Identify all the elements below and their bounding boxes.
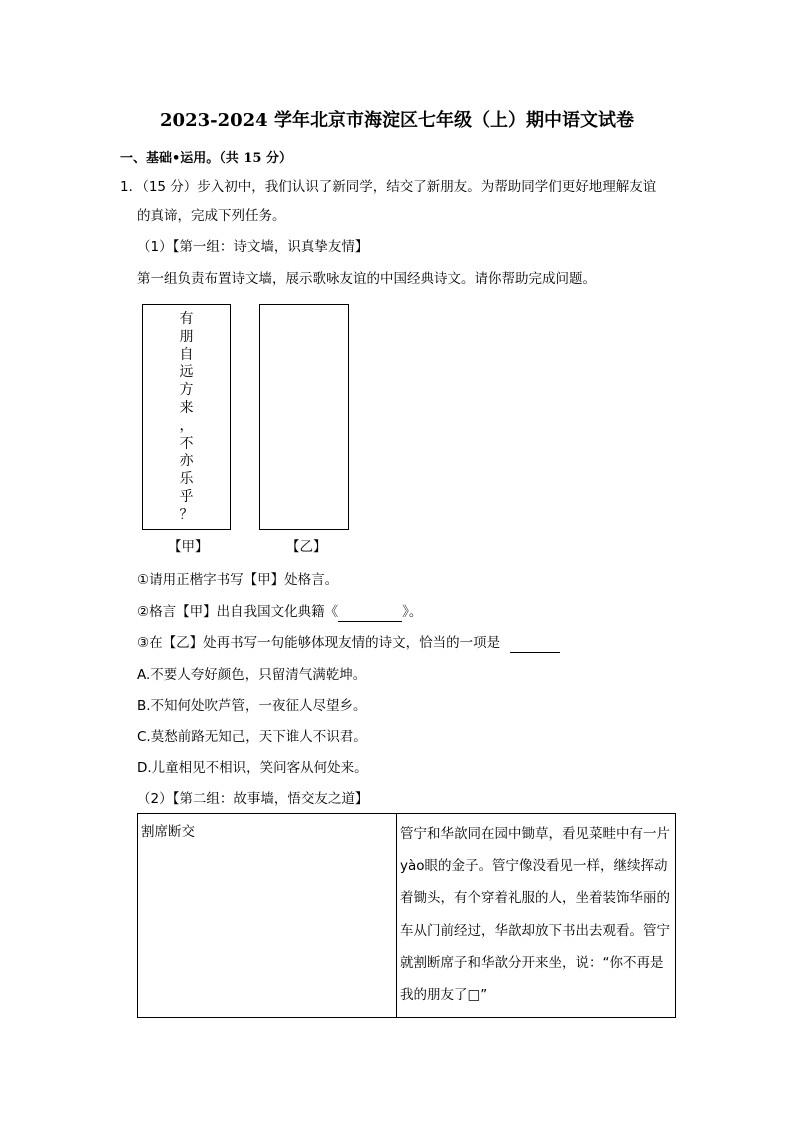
poster-jia-char: 来 xyxy=(179,399,194,416)
item-2-text-start: ②格言【甲】出自我国文化典籍《 xyxy=(137,604,339,620)
poster-jia-char: 乎 xyxy=(179,488,194,505)
section-heading: 一、基础•运用。（共 15 分） xyxy=(120,151,292,166)
poster-jia-char: ， xyxy=(179,417,194,434)
poster-jia-char: 朋 xyxy=(179,328,194,345)
story-text: 管宁和华歆同在园中锄草，看见菜畦中有一片yào眼的金子。管宁像没看见一样，继续挥动着锄头，有个穿着礼服的人，坐着装饰华丽的车从门前经过，华歆却放下书出去观看。管宁就割断席子和华歆分开来坐，说：“你不再是我的朋友了□” xyxy=(399,826,670,1004)
poster-yi xyxy=(259,304,349,530)
option-d[interactable]: D.儿童相见不相识，笑问客从何处来。 xyxy=(137,760,368,776)
story-text-cell xyxy=(396,814,675,1018)
story-title-cell xyxy=(138,814,397,1018)
option-c[interactable]: C.莫愁前路无知己，天下谁人不识君。 xyxy=(137,729,367,745)
poster-jia-char: 有 xyxy=(179,311,194,327)
poster-jia-char: ？ xyxy=(179,506,194,523)
option-a[interactable]: A.不要人夸好颜色，只留清气满乾坤。 xyxy=(137,667,367,683)
question-1-stem-line2: 的真谛，完成下列任务。 xyxy=(137,208,286,224)
label-yi: 【乙】 xyxy=(286,539,327,555)
item-1: ①请用正楷字书写【甲】处格言。 xyxy=(137,572,339,588)
label-jia: 【甲】 xyxy=(168,539,209,555)
poster-jia-char: 自 xyxy=(179,346,194,363)
answer-blank-book[interactable] xyxy=(338,607,402,622)
question-1-stem-line1: 1．（15 分）步入初中，我们认识了新同学，结交了新朋友。为帮助同学们更好地理解友谊 xyxy=(120,179,657,195)
story-title: 割席断交 xyxy=(141,824,195,840)
story-table xyxy=(137,813,676,1018)
page-title: 2023-2024 学年北京市海淀区七年级（上）期中语文试卷 xyxy=(160,110,634,131)
part-1-heading: （1）【第一组：诗文墙，识真挚友情】 xyxy=(137,239,369,255)
part-1-intro: 第一组负责布置诗文墙，展示歌咏友谊的中国经典诗文。请你帮助完成问题。 xyxy=(137,271,596,287)
item-2 xyxy=(137,602,422,622)
table-row xyxy=(138,814,676,1018)
item-2-text-end: 》。 xyxy=(402,604,423,620)
item-3-text: ③在【乙】处再书写一句能够体现友情的诗文，恰当的一项是 xyxy=(137,635,501,651)
poster-jia-text xyxy=(143,311,230,525)
answer-blank-choice[interactable] xyxy=(510,638,560,653)
poster-jia-char: 方 xyxy=(179,382,194,399)
part-2-heading: （2）【第二组：故事墙，悟交友之道】 xyxy=(137,791,369,807)
poster-jia-char: 乐 xyxy=(179,471,194,488)
poster-jia-char: 不 xyxy=(179,435,194,452)
poster-jia-char: 远 xyxy=(179,364,194,381)
poster-jia-char: 亦 xyxy=(179,453,194,470)
poster-jia xyxy=(142,304,231,530)
item-3 xyxy=(137,633,560,653)
option-b[interactable]: B.不知何处吹芦管，一夜征人尽望乡。 xyxy=(137,698,367,714)
